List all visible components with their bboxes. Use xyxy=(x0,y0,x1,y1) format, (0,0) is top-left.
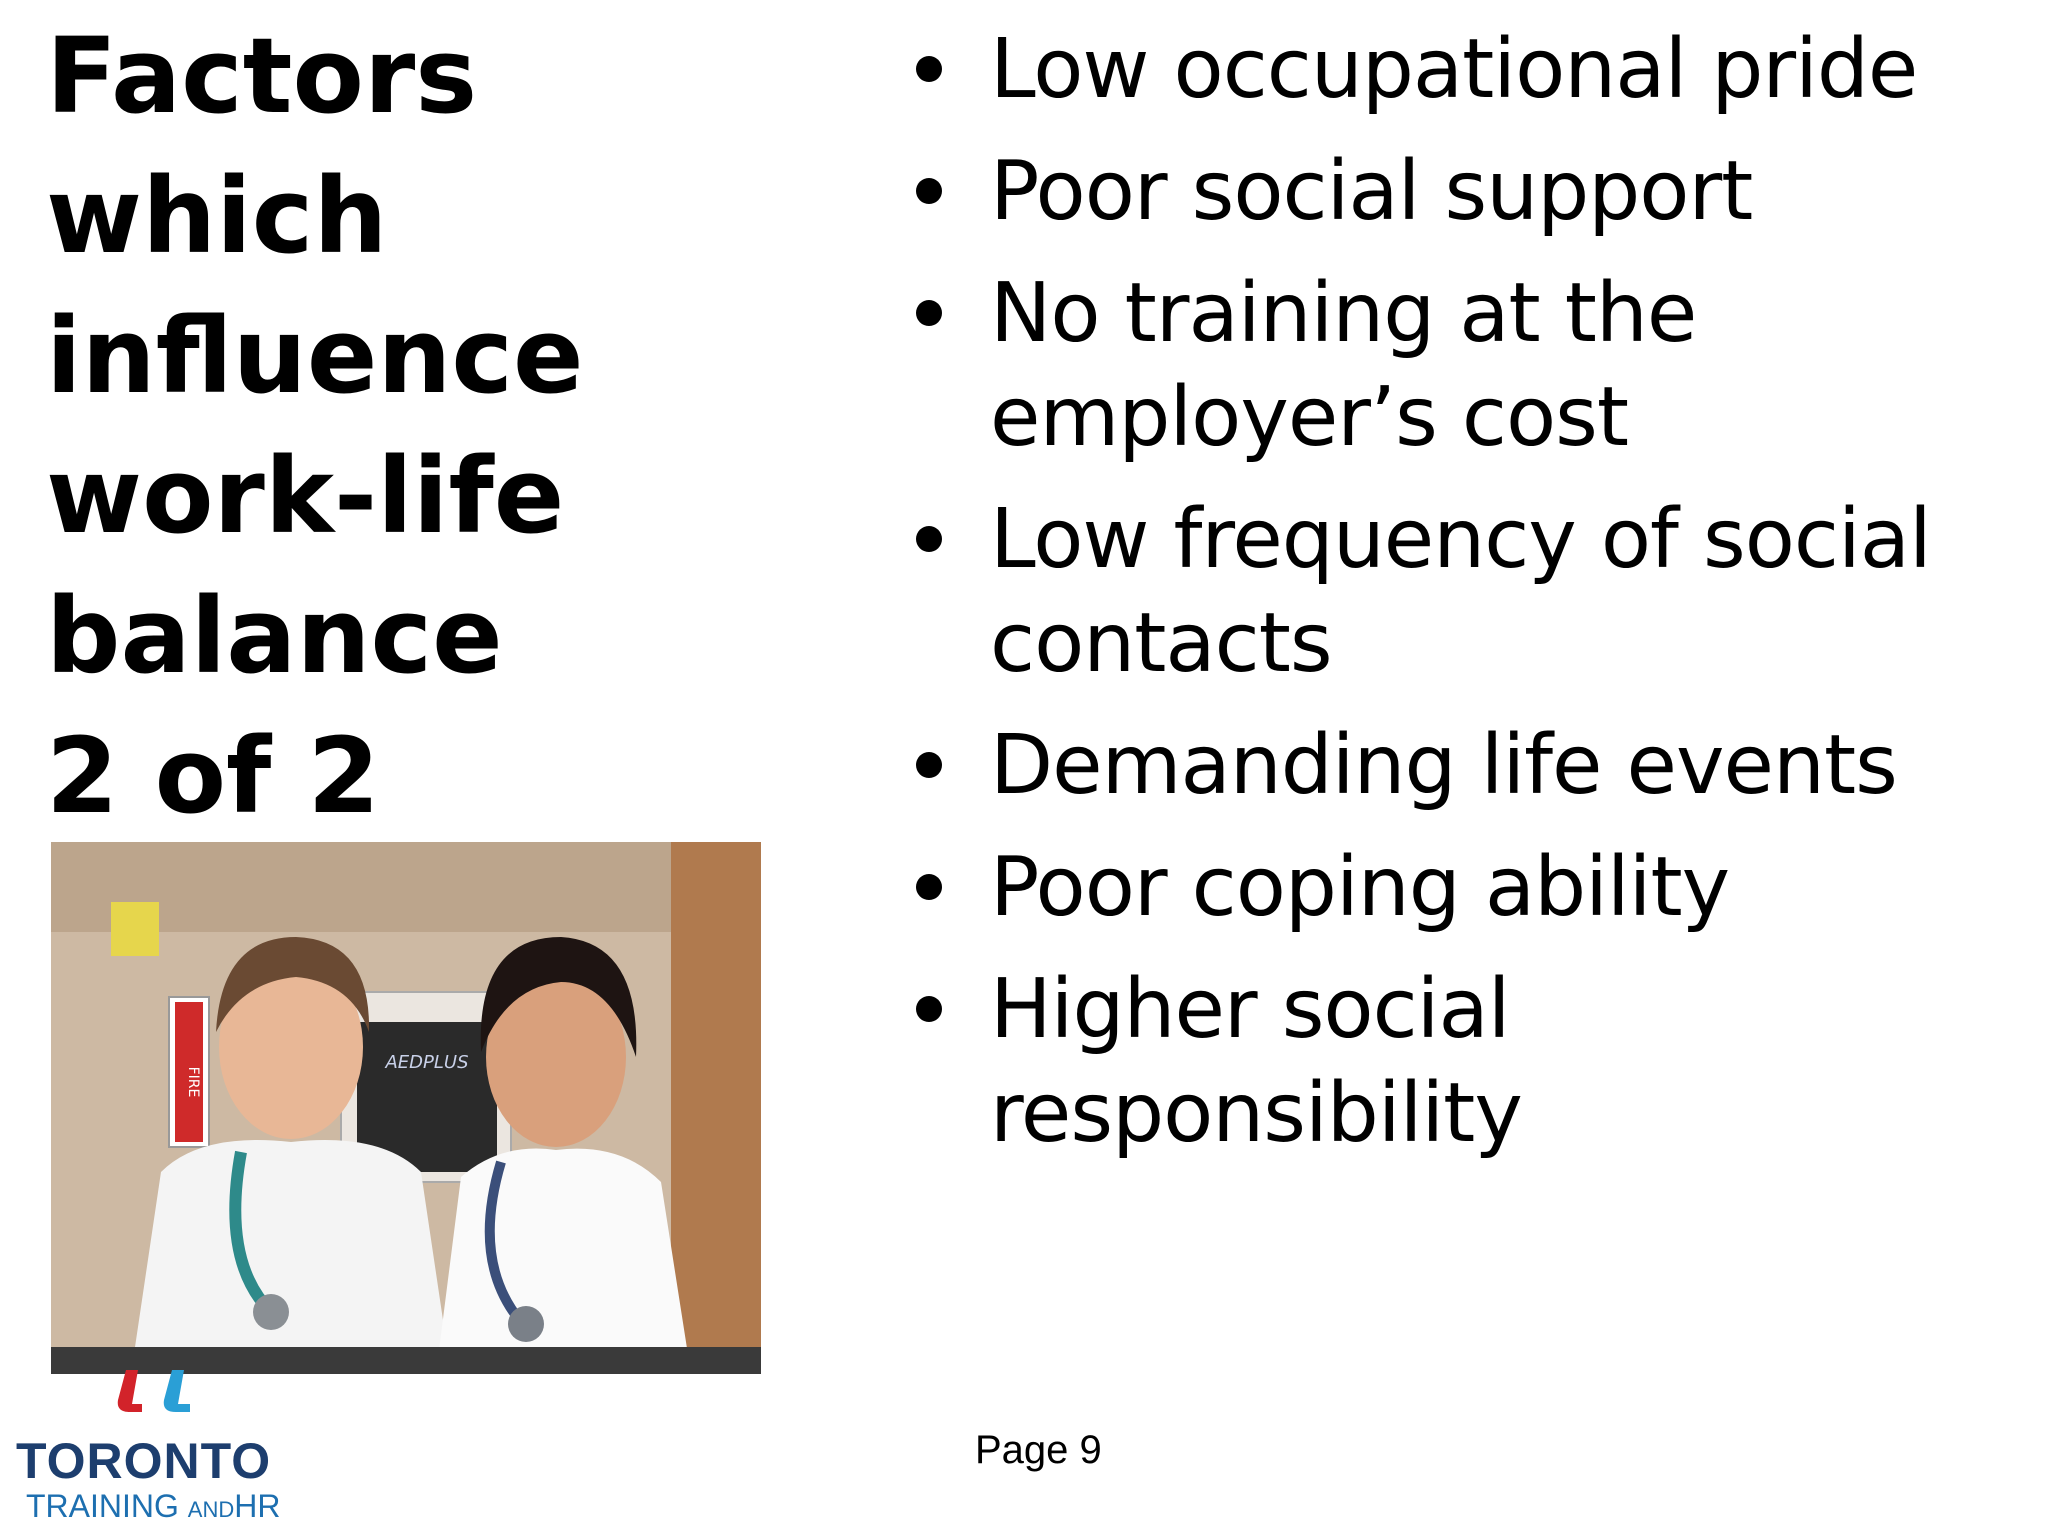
bullet-text: Poor social support xyxy=(990,144,1753,239)
bullet-dot-icon xyxy=(916,178,942,204)
logo-sub-and: AND xyxy=(187,1497,235,1522)
title-line: balance xyxy=(46,575,503,697)
bullet-item xyxy=(912,18,2032,122)
title-line: 2 of 2 xyxy=(46,715,380,837)
bullet-text: Higher social responsibility xyxy=(990,962,1522,1161)
aed-sign-text: AEDPLUS xyxy=(385,1052,469,1073)
title-line: which xyxy=(46,155,388,277)
bullet-dot-icon xyxy=(916,300,942,326)
bullet-dot-icon xyxy=(916,526,942,552)
bullet-item xyxy=(912,836,2032,940)
bullet-text: Demanding life events xyxy=(990,718,1897,813)
nurses-photo-illustration xyxy=(51,842,761,1374)
bullet-dot-icon xyxy=(916,752,942,778)
bullet-text: No training at the employer’s cost xyxy=(990,266,1697,465)
title-line: Factors xyxy=(46,15,478,137)
bullet-item xyxy=(912,488,2032,696)
nurses-photo xyxy=(51,842,761,1374)
slide-title xyxy=(46,6,846,846)
toronto-training-logo xyxy=(16,1370,316,1530)
logo-wordmark: TORONTO xyxy=(16,1433,272,1489)
bullet-dot-icon xyxy=(916,56,942,82)
bullet-text: Low occupational pride xyxy=(990,22,1918,117)
logo-sub-hr: HR xyxy=(234,1488,281,1524)
title-line: work-life xyxy=(46,435,565,557)
bullet-text: Low frequency of social contacts xyxy=(990,492,1931,691)
bullet-item xyxy=(912,262,2032,470)
bullet-list xyxy=(912,18,2032,1184)
page-number: Page 9 xyxy=(975,1428,1102,1472)
bullet-dot-icon xyxy=(916,996,942,1022)
bullet-item xyxy=(912,140,2032,244)
logo-subtitle xyxy=(26,1488,280,1525)
logo-mark-icon xyxy=(96,1370,236,1416)
bullet-item xyxy=(912,958,2032,1166)
fire-sign-text: FIRE xyxy=(185,1066,201,1098)
title-line: influence xyxy=(46,295,584,417)
bullet-text: Poor coping ability xyxy=(990,840,1730,935)
logo-sub-training: TRAINING xyxy=(26,1488,179,1524)
bullet-dot-icon xyxy=(916,874,942,900)
bullet-item xyxy=(912,714,2032,818)
